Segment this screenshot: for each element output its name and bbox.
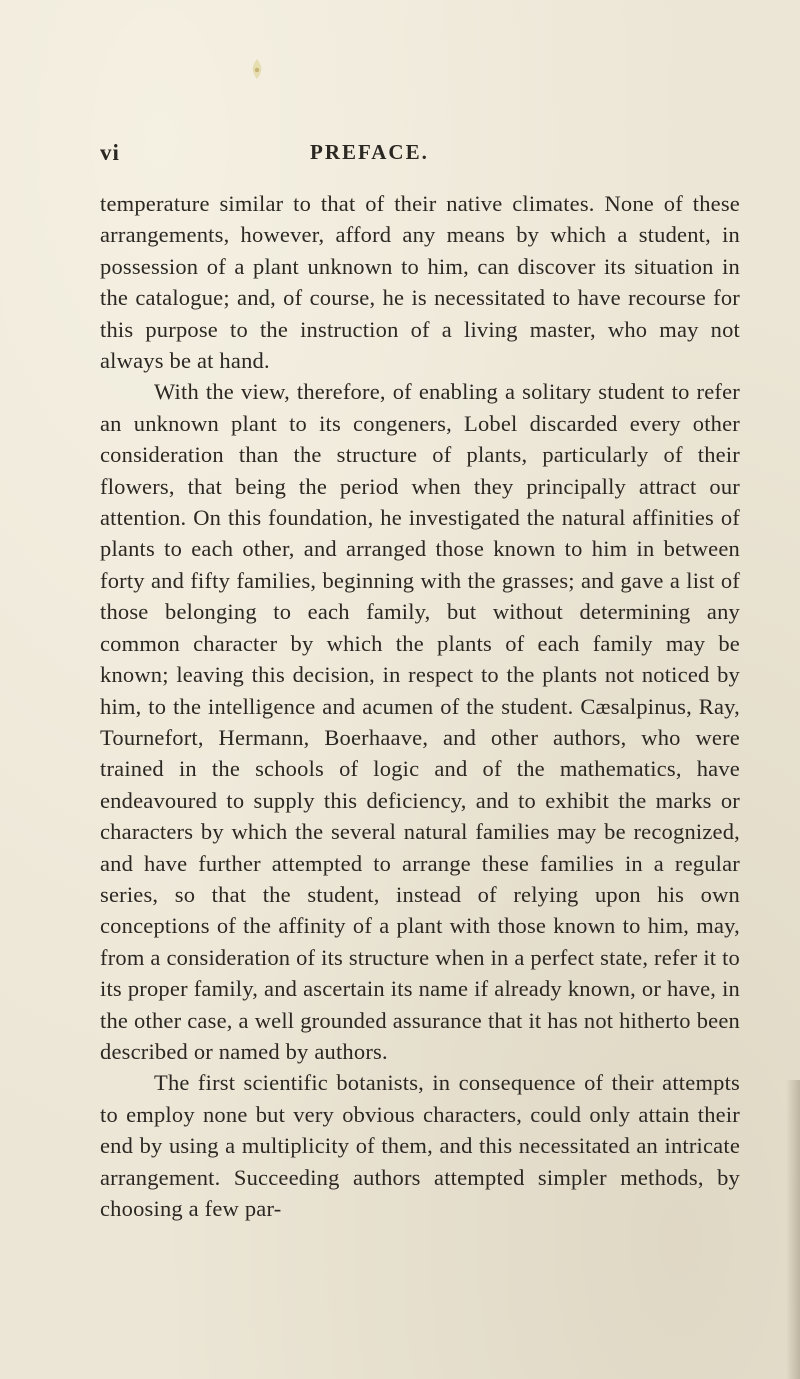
running-head: PREFACE. (310, 140, 429, 164)
ink-blot-icon (250, 58, 264, 80)
body-text (100, 188, 740, 1224)
paragraph-3: The first scientific botanists, in consequence of their attempts to employ none but very obvious characters, could only attain their end by using a multiplicity of them, and this necessitated an intricate arrangement. Succeeding authors attempted simpler methods, by choosing a few par- (100, 1070, 740, 1221)
paragraph-2: With the view, therefore, of enabling a solitary student to refer an unknown plant to its congeners, Lobel discarded every other consideration than the structure of plants, particularly of their flowers, that being the period when they principally attract our attention. On this foundation, he investigated the natural affinities of plants to each other, and arranged those known to him in between forty and fifty families, beginning with the grasses; and gave a list of those belonging to each family, but without determining any common character by which the plants of each family may be known; leaving this decision, in respect to the plants not noticed by him, to the intelligence and acumen of the student. Cæsalpinus, Ray, Tournefort, Hermann, Boerhaave, and other authors, who were trained in the schools of logic and of the mathematics, have endeavoured to supply this deficiency, and to exhibit the marks or characters by which the several natural families may be recognized, and have further attempted to arrange these families in a regular series, so that the student, instead of relying upon his own conceptions of the affinity of a plant with those known to him, may, from a consideration of its structure when in a perfect state, refer it to its proper family, and ascertain its name if already known, or have, in the other case, a well grounded assurance that it has not hitherto been described or named by authors. (100, 379, 740, 1064)
page-header (0, 140, 800, 170)
page-number: vi (100, 140, 120, 165)
page-edge-shadow (786, 1080, 800, 1379)
paragraph-1: temperature similar to that of their native climates. None of these arrangements, however, afford any means by which a student, in possession of a plant unknown to him, can discover its situation in the catalogue; and, of course, he is necessitated to have recourse for this purpose to the instruction of a living master, who may not always be at hand. (100, 191, 740, 374)
